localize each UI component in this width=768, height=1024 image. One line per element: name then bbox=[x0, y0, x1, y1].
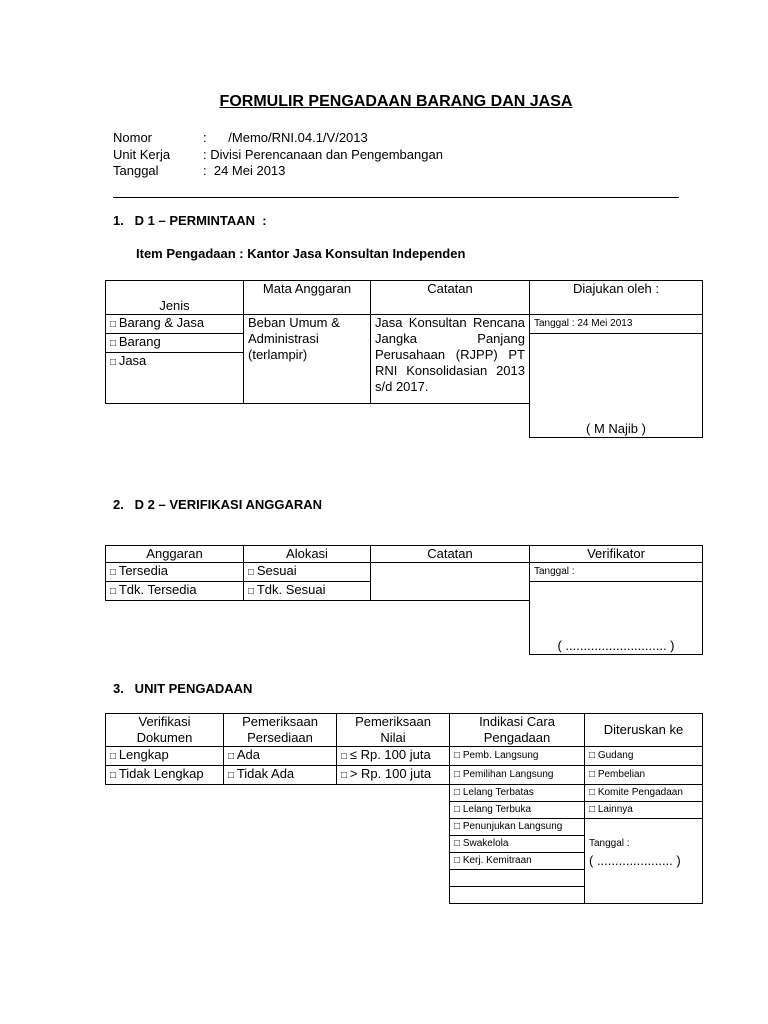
d1-catatan-text: Jasa Konsultan Rencana Jangka Panjang Perusahaan (RJPP) PT RNI Konsolidasian 2013 s/d 2017. bbox=[375, 315, 525, 394]
d3-persediaan-1[interactable]: □ Tidak Ada bbox=[224, 766, 337, 785]
d3-heading: 3. UNIT PENGADAAN bbox=[113, 681, 253, 696]
d3-indikasi-3[interactable]: □ Lelang Terbuka bbox=[450, 802, 585, 819]
d3-diteruskan-blank-3 bbox=[585, 887, 703, 904]
d1-mata-value bbox=[244, 315, 371, 404]
d3-col-diteruskan: Diteruskan ke bbox=[585, 714, 703, 747]
d1-jenis-blank bbox=[106, 371, 244, 403]
tanggal-value: : 24 Mei 2013 bbox=[203, 163, 286, 178]
d1-col-catatan: Catatan bbox=[371, 281, 530, 315]
d1-col-mata: Mata Anggaran bbox=[244, 281, 371, 315]
d1-mata-text: Beban Umum & Administrasi (terlampir) bbox=[248, 315, 340, 362]
d3-diteruskan-blank-2 bbox=[585, 870, 703, 887]
d3-nilai-0[interactable]: □ ≤ Rp. 100 juta bbox=[337, 747, 450, 766]
d3-persediaan-0[interactable]: □ Ada bbox=[224, 747, 337, 766]
d2-anggaran-0[interactable]: □ Tersedia bbox=[106, 563, 244, 582]
d2-col-alokasi: Alokasi bbox=[244, 546, 371, 563]
d3-blank-7 bbox=[106, 887, 450, 904]
d1-col-diajukan: Diajukan oleh : bbox=[530, 281, 703, 315]
d2-catatan-value bbox=[371, 563, 530, 601]
d3-col-verifikasi: Verifikasi Dokumen bbox=[106, 714, 224, 747]
d3-indikasi-blank-2[interactable] bbox=[450, 887, 585, 904]
d2-empty-b bbox=[244, 601, 371, 655]
d1-empty-b bbox=[244, 403, 371, 437]
d1-heading: 1. D 1 – PERMINTAAN : bbox=[113, 213, 267, 228]
d3-diteruskan-3[interactable]: □ Lainnya bbox=[585, 802, 703, 819]
d3-nilai-1[interactable]: □ > Rp. 100 juta bbox=[337, 766, 450, 785]
d2-empty-a bbox=[106, 601, 244, 655]
d3-table bbox=[105, 713, 703, 904]
d1-empty-a bbox=[106, 403, 244, 437]
d1-jenis-1[interactable]: □ Barang bbox=[106, 334, 244, 353]
d1-col-jenis: Jenis bbox=[106, 281, 244, 315]
unit-value: : Divisi Perencanaan dan Pengembangan bbox=[203, 147, 443, 162]
d2-table bbox=[105, 545, 703, 655]
d2-anggaran-1[interactable]: □ Tdk. Tersedia bbox=[106, 582, 244, 601]
d3-indikasi-2[interactable]: □ Lelang Terbatas bbox=[450, 785, 585, 802]
d2-empty-c bbox=[371, 601, 530, 655]
d3-indikasi-6[interactable]: □ Kerj. Kemitraan bbox=[450, 853, 585, 870]
form-title: FORMULIR PENGADAAN BARANG DAN JASA bbox=[219, 93, 573, 110]
d2-tanggal: Tanggal : bbox=[530, 563, 703, 582]
d1-signer: ( M Najib ) bbox=[530, 334, 703, 438]
d1-jenis-0[interactable]: □ Barang & Jasa bbox=[106, 315, 244, 334]
d2-alokasi-0[interactable]: □ Sesuai bbox=[244, 563, 371, 582]
nomor-value: : /Memo/RNI.04.1/V/2013 bbox=[203, 130, 368, 145]
d2-alokasi-1[interactable]: □ Tdk. Sesuai bbox=[244, 582, 371, 601]
d3-indikasi-5[interactable]: □ Swakelola bbox=[450, 836, 585, 853]
d3-blank-4 bbox=[106, 836, 450, 853]
d3-diteruskan-0[interactable]: □ Gudang bbox=[585, 747, 703, 766]
d3-col-indikasi: Indikasi Cara Pengadaan bbox=[450, 714, 585, 747]
d3-indikasi-0[interactable]: □ Pemb. Langsung bbox=[450, 747, 585, 766]
d2-signer: ( ............................ ) bbox=[530, 582, 703, 655]
d3-blank-6 bbox=[106, 870, 450, 887]
unit-label: Unit Kerja bbox=[113, 147, 171, 162]
d1-empty-c bbox=[371, 403, 530, 437]
d1-item: Item Pengadaan : Kantor Jasa Konsultan Independen bbox=[136, 246, 466, 261]
d3-blank-1 bbox=[106, 785, 450, 802]
d3-diteruskan-2[interactable]: □ Komite Pengadaan bbox=[585, 785, 703, 802]
d2-col-anggaran: Anggaran bbox=[106, 546, 244, 563]
d3-indikasi-4[interactable]: □ Penunjukan Langsung bbox=[450, 819, 585, 836]
d3-indikasi-blank-1[interactable] bbox=[450, 870, 585, 887]
tanggal-label: Tanggal bbox=[113, 163, 159, 178]
d1-tanggal: Tanggal : 24 Mei 2013 bbox=[530, 315, 703, 334]
d2-heading: 2. D 2 – VERIFIKASI ANGGARAN bbox=[113, 497, 322, 512]
d3-diteruskan-blank bbox=[585, 819, 703, 836]
d3-indikasi-1[interactable]: □ Pemilihan Langsung bbox=[450, 766, 585, 785]
nomor-label: Nomor bbox=[113, 130, 153, 145]
header-divider bbox=[113, 197, 679, 198]
d3-signer: ( ..................... ) bbox=[585, 853, 703, 870]
d3-tanggal: Tanggal : bbox=[585, 836, 703, 853]
d3-blank-5 bbox=[106, 853, 450, 870]
d3-blank-3 bbox=[106, 819, 450, 836]
d3-verifikasi-0[interactable]: □ Lengkap bbox=[106, 747, 224, 766]
d3-col-persediaan: Pemeriksaan Persediaan bbox=[224, 714, 337, 747]
d3-verifikasi-1[interactable]: □ Tidak Lengkap bbox=[106, 766, 224, 785]
d3-col-nilai: Pemeriksaan Nilai bbox=[337, 714, 450, 747]
d3-diteruskan-1[interactable]: □ Pembelian bbox=[585, 766, 703, 785]
d2-col-verifikator: Verifikator bbox=[530, 546, 703, 563]
d1-catatan-value bbox=[371, 315, 530, 404]
d2-col-catatan: Catatan bbox=[371, 546, 530, 563]
d1-jenis-2[interactable]: □ Jasa bbox=[106, 353, 244, 372]
d1-table bbox=[105, 280, 703, 438]
d3-blank-2 bbox=[106, 802, 450, 819]
